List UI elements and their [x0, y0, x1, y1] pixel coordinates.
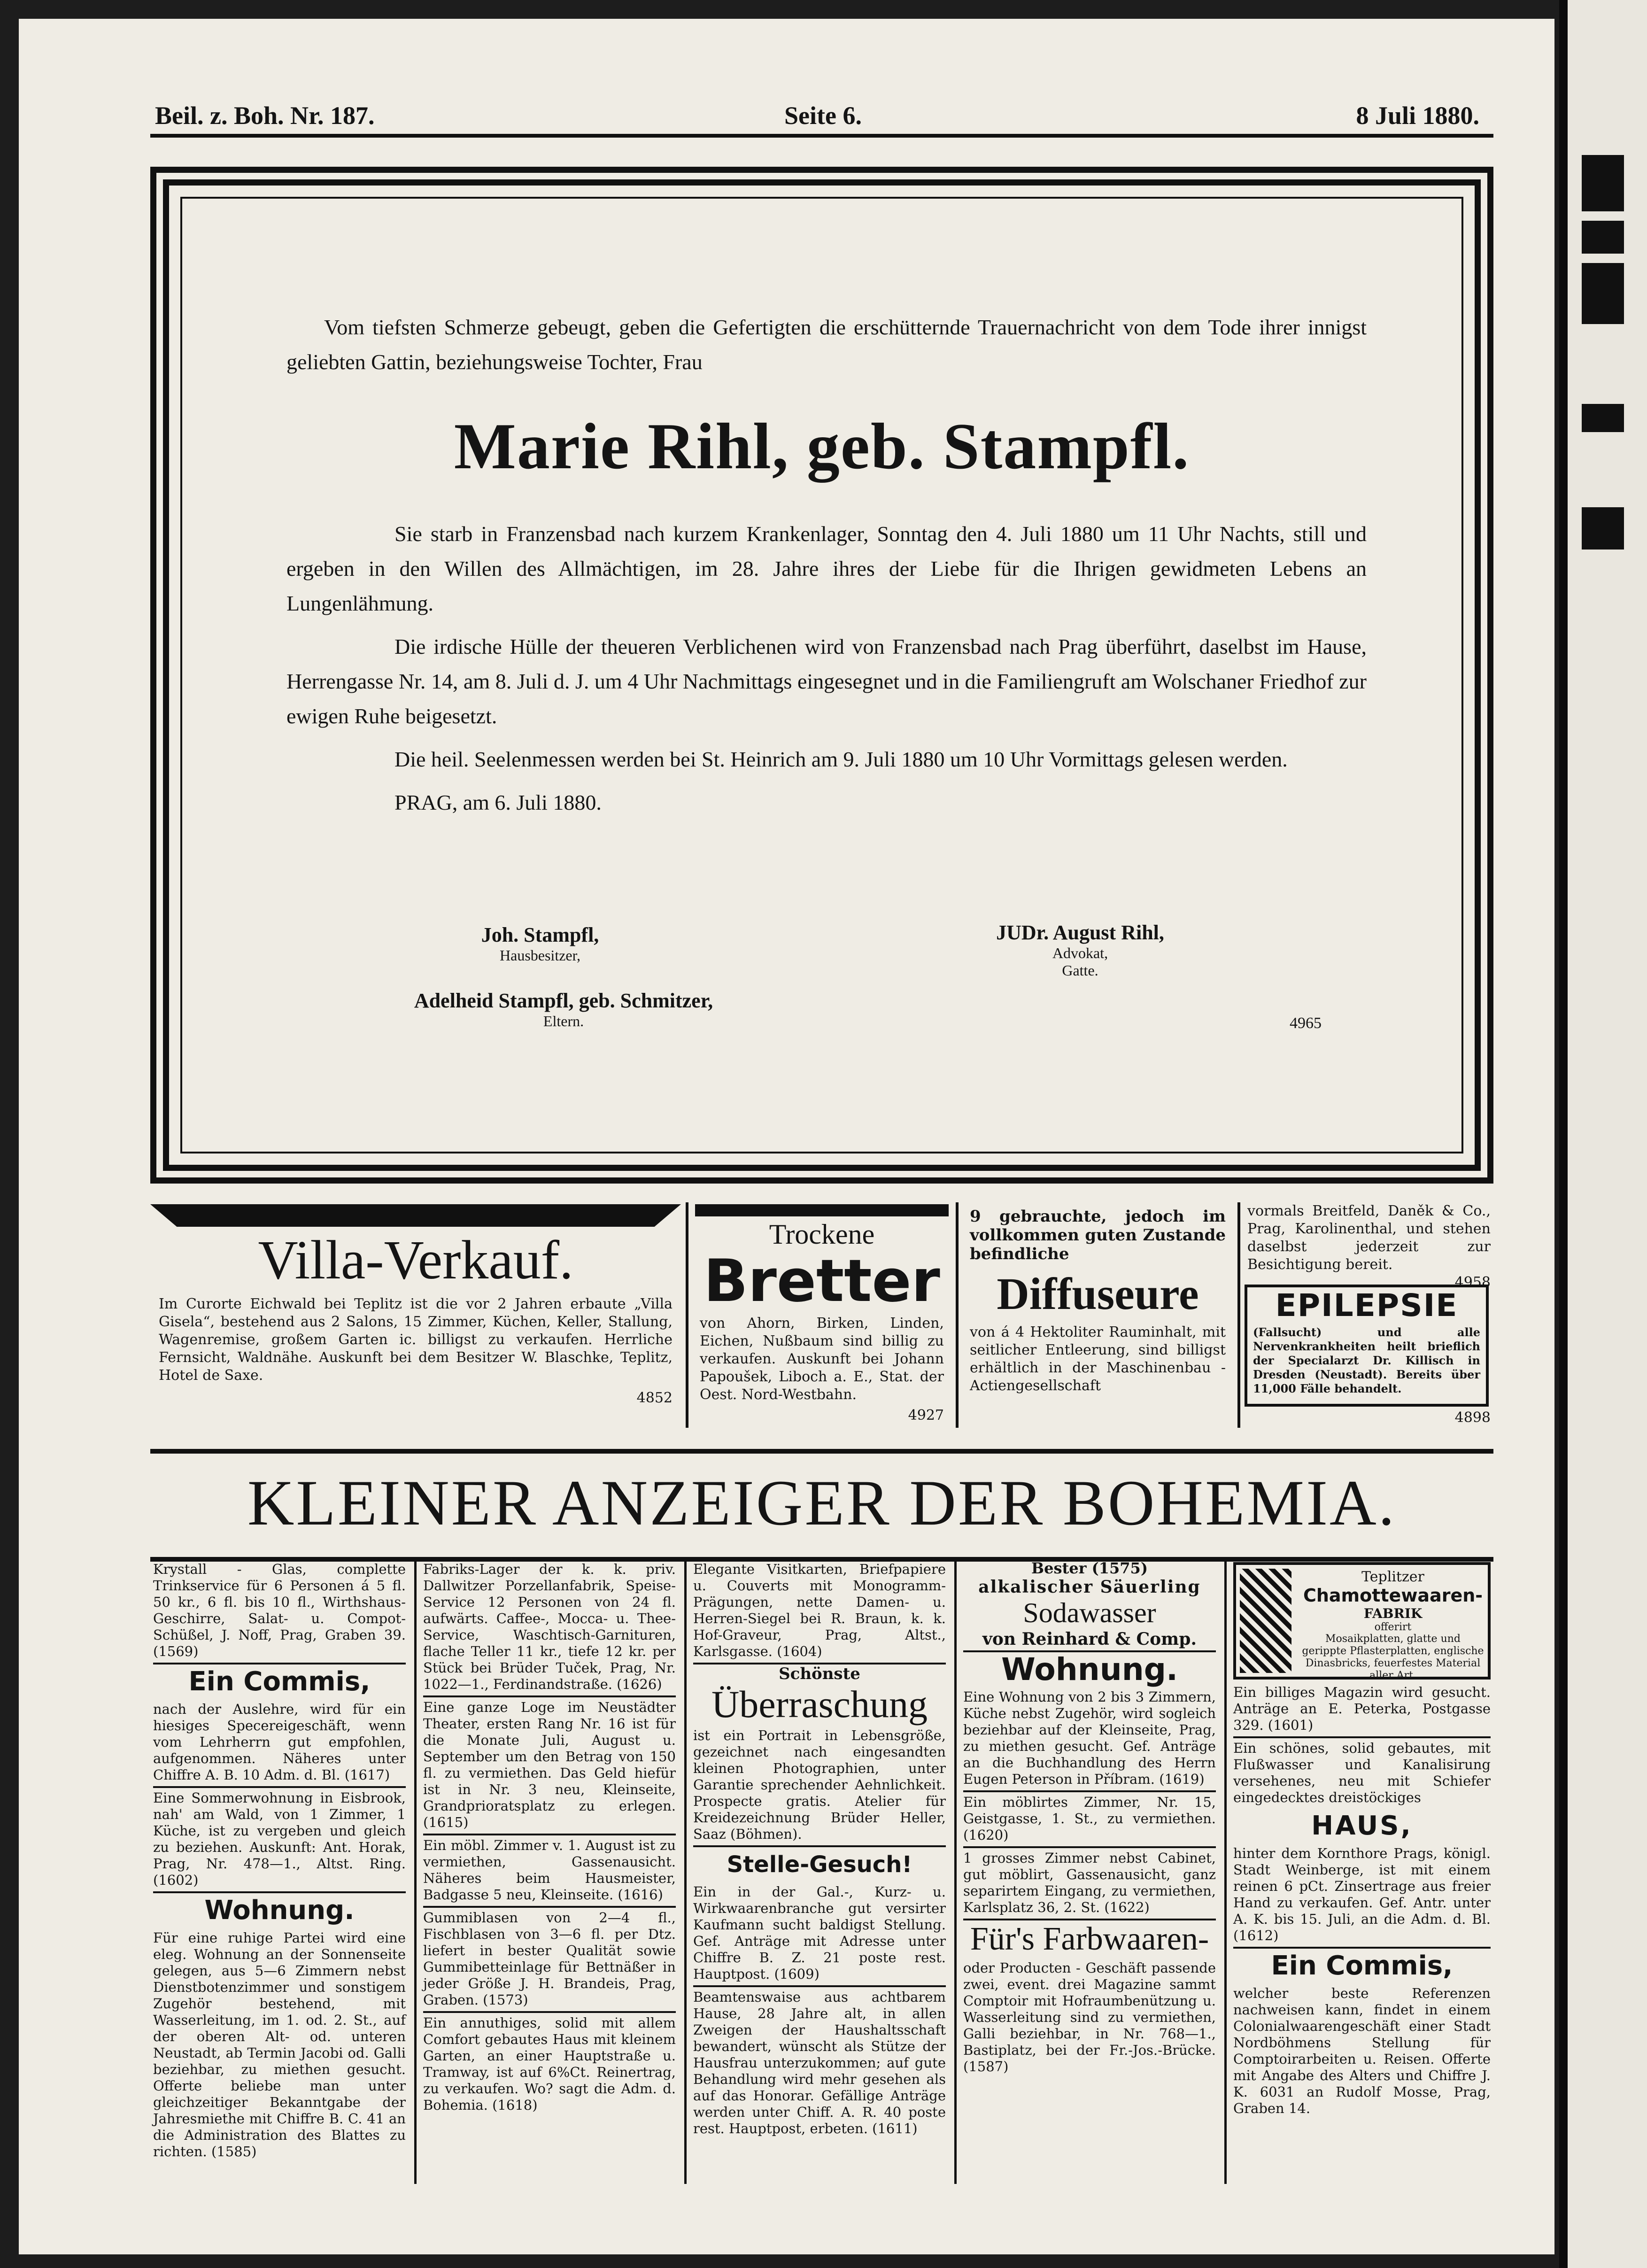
- ad-krystall-glas: Krystall - Glas, complette Trinkservice für 6 Personen á 5 fl. 50 kr., 6 fl. bis 10 fl., Wirthshaus-Geschirre, Salat- u. Compot-Schüßel, J. Noff, Prag, Graben 39. (1569): [153, 1559, 406, 1664]
- ad-moeblirtes-zimmer: Ein möblirtes Zimmer, Nr. 15, Geistgasse, 1. St., zu vermiethen. (1620): [963, 1792, 1216, 1848]
- classified-column-1: [150, 1559, 409, 2184]
- header-issue: Beil. z. Boh. Nr. 187.: [155, 101, 375, 130]
- chamotte-teplitzer: Teplitzer: [1361, 1569, 1424, 1585]
- notice-paragraph-1: Sie starb in Franzensbad nach kurzem Krankenlager, Sonntag den 4. Juli 1880 um 11 Uhr Nachts, still und ergeben in den Willen des Allmächtigen, im 28. Jahre ihres der Liebe für die Ihrigen gewidmeten Lebens an Lungenlähmung.: [286, 522, 1367, 615]
- ad-chamotte: [1233, 1562, 1491, 1680]
- bretter-pre: Trockene: [769, 1219, 875, 1250]
- notice-intro: Vom tiefsten Schmerze gebeugt, geben die Gefertigten die erschütternde Trauernachricht von dem Tode ihrer innigst geliebten Gattin, beziehungsweise Tochter, Frau: [286, 315, 1367, 374]
- villa-text: Im Curorte Eichwald bei Teplitz ist die vor 2 Jahren erbaute „Villa Gisela“, bestehend aus 2 Salons, 15 Zimmer, Küchen, Keller, Stallung, Wagenremise, großem Garten ic. billigst zu verkaufen. Herrliche Fernsicht, Waldnähe. Auskunft bei dem Besitzer W. Blaschke, Teplitz, Hotel de Saxe.: [159, 1296, 673, 1384]
- ad-wohnung2-text: Eine Wohnung von 2 bis 3 Zimmern, Küche nebst Zugehör, wird sogleich beziehbar auf der Kleinseite, Prag, zu miethen gesucht. Gef. Anträge an die Buchhandlung des Herrn Eugen Peterson in Příbram. (1619): [963, 1687, 1216, 1792]
- ad-stelle-gesuch-heading: Stelle-Gesuch!: [727, 1851, 912, 1878]
- epilepsie-number: 4898: [1454, 1409, 1491, 1426]
- classified-column-4: [960, 1559, 1219, 2184]
- ad-wohnung2-heading: Wohnung.: [1001, 1651, 1178, 1687]
- bretter-ad: [695, 1202, 949, 1428]
- ad-farbwaaren-text: oder Producten - Geschäft passende zwei, event. drei Magazine sammt Comptoir mit Hofraumbenützung u. Wasserleitung sind zu vermiethen, Galli beziehbar, in Nr. 768—1., Bastiplatz, bei der Fr.-Jos.-Brücke. (1587): [963, 1960, 1216, 2074]
- death-notice-body: [286, 517, 1367, 828]
- ad-sodawasser: Sodawasser: [1023, 1597, 1156, 1628]
- classified-column-5: [1230, 1559, 1493, 2184]
- deceased-name: Marie Rihl, geb. Stampfl.: [454, 410, 1190, 483]
- classified-banner: [150, 1449, 1493, 1562]
- diffuseure-ad: [965, 1202, 1230, 1428]
- ad-haus-intro: Ein schönes, solid gebautes, mit Flußwasser und Kanalisirung versehenes, neu mit Schiefer eingedecktes dreistöckiges: [1233, 1740, 1491, 1805]
- ad-gummiblasen: Gummiblasen von 2—4 fl., Fischblasen von 3—6 fl. per Dtz. liefert in bester Qualität sowie Gummibetteinlage für Bettnäßer in jeder Größe J. H. Brandeis, Prag, Graben. (1573): [423, 1908, 676, 2013]
- breitfeld-text: vormals Breitfeld, Daněk & Co., Prag, Karolinenthal, und stehen daselbst jederzeit zur Besichtigung bereit.: [1247, 1203, 1491, 1273]
- classified-title: KLEINER ANZEIGER DER BOHEMIA.: [247, 1467, 1397, 1539]
- ad-commis2-heading: Ein Commis,: [1271, 1951, 1453, 1981]
- ad-commis2-text: welcher beste Referenzen nachweisen kann, findet in einem Colonialwaarengeschäft einer Stadt Nordböhmens Stellung für Comptoirarbeiten u. Reisen. Offerte mit Angabe des Alters und Chiffre J. K. 6031 an Rudolf Mosse, Prag, Graben 14.: [1233, 1985, 1491, 2116]
- ad-farbwaaren-title: Für's Farbwaaren-: [970, 1921, 1209, 1957]
- diffuseure-pre: 9 gebrauchte, jedoch im vollkommen guten Zustande befindliche: [970, 1207, 1226, 1263]
- ad-haus-heading: HAUS,: [1311, 1811, 1413, 1841]
- bretter-title: Bretter: [704, 1247, 940, 1315]
- ad-zimmer: Ein möbl. Zimmer v. 1. August ist zu vermiethen, Gassenausicht. Näheres beim Hausmeister, Badgasse 5 neu, Kleinseite. (1616): [423, 1835, 676, 1908]
- ad-bester: Bester (1575): [1031, 1559, 1148, 1577]
- ad-commis-heading: Ein Commis,: [188, 1666, 371, 1697]
- epilepsie-text: (Fallsucht) und alle Nervenkrankheiten heilt brieflich der Specialarzt Dr. Killisch in Dresden (Neustadt). Bereits über 11,000 Fälle behandelt.: [1253, 1325, 1480, 1395]
- epilepsie-ad: [1245, 1285, 1489, 1407]
- notice-place-date: PRAG, am 6. Juli 1880.: [394, 790, 602, 814]
- ad-commis-text: nach der Auslehre, wird für ein hiesiges Specereigeschäft, wenn vom Lehrherrn gut empfohlen, aufgenommen. Näheres unter Chiffre A. B. 10 Adm. d. Bl. (1617): [153, 1699, 406, 1788]
- breitfeld-epilepsie-ads: [1245, 1202, 1493, 1428]
- notice-number: 4965: [1290, 1014, 1322, 1032]
- ad-wohnung-heading: Wohnung.: [204, 1895, 355, 1926]
- bretter-text: von Ahorn, Birken, Linden, Eichen, Nußbaum sind billig zu verkaufen. Auskunft bei Johann Papoušek, Liboch a. E., Stat. der Oest. Nord-Westbahn.: [700, 1315, 944, 1403]
- ad-stelle-gesuch-text: Ein in der Gal.-, Kurz- u. Wirkwaarenbranche gut versirter Kaufmann sucht baldigst Stellung. Gef. Anträge mit Adresse unter Chiffre B. Z. 21 poste rest. Hauptpost. (1609): [693, 1882, 946, 1987]
- diffuseure-title: Diffuseure: [997, 1269, 1199, 1319]
- signature-mother: Adelheid Stampfl, geb. Schmitzer, Eltern.: [414, 989, 713, 1030]
- villa-ad: [150, 1202, 681, 1428]
- ad-ueberraschung-title: Überraschung: [711, 1683, 928, 1726]
- diffuseure-text: von á 4 Hektoliter Rauminhalt, mit seitlicher Entleerung, sind billigst erhältlich in der Maschinenbau - Actiengesellschaft: [970, 1324, 1226, 1394]
- chamotte-title: Chamottewaaren-: [1303, 1585, 1483, 1606]
- ad-beamtenswaise: Beamtenswaise aus achtbarem Hause, 28 Jahre alt, in allen Zweigen der Haushaltsschaft bewandert, wünscht als Stütze der Hausfrau unterzukommen; auf gute Behandlung wird mehr gesehen als auf das Honorar. Gefällige Anträge werden unter Chiff. A. R. 40 poste rest. Hauptpost, erbeten. (1611): [693, 1989, 946, 2136]
- villa-title: Villa-Verkauf.: [258, 1229, 573, 1291]
- header-page-number: Seite 6.: [784, 101, 862, 130]
- signature-husband: JUDr. August Rihl, Advokat, Gatte.: [996, 921, 1164, 979]
- ad-wohnung-text: Für eine ruhige Partei wird eine eleg. Wohnung an der Sonnenseite gelegen, aus 5—6 Zimmern nebst Dienstbotenzimmer und sonstigem Zugehör bestehend, mit Wasserleitung, im 1. od. 2. St., auf der oberen Alt- od. unteren Neustadt, ab Termin Jacobi od. Galli beziehbar, zu miethen gesucht. Offerte beliebe man unter gleichzeitiger Bekanntgabe der Jahresmiethe mit Chiffre B. C. 41 an die Administration des Blattes zu richten. (1585): [153, 1930, 406, 2160]
- ad-dallwitzer: Fabriks-Lager der k. k. priv. Dallwitzer Porzellanfabrik, Speise-Service 12 Personen von 24 fl. aufwärts. Caffee-, Mocca- u. Thee-Service, Waschtisch-Garnituren, flache Teller 11 kr., tiefe 12 kr. per Stück bei Brüder Tuček, Prag, Nr. 1022—1., Ferdinandstraße. (1626): [423, 1559, 676, 1697]
- ad-visitkarten: Elegante Visitkarten, Briefpapiere u. Couverts mit Monogramm-Prägungen, nette Damen- u. Herren-Siegel bei R. Braun, k. k. Hof-Graveur, Prag, Altst., Karlsgasse. (1604): [693, 1559, 946, 1664]
- ad-loge: Eine ganze Loge im Neustädter Theater, ersten Rang Nr. 16 ist für die Monate Juli, August u. September um den Betrag von 150 fl. zu vermiethen. Das Geld hiefür ist in Nr. 3 neu, Kleinseite, Grandprioratsplatz zu erlegen. (1615): [423, 1697, 676, 1835]
- ad-saeuerling: alkalischer Säuerling: [978, 1577, 1201, 1597]
- classified-column-3: [690, 1559, 949, 2184]
- ad-reinhard: von Reinhard & Comp.: [963, 1629, 1216, 1652]
- classified-column-2: [420, 1559, 679, 2184]
- notice-paragraph-2: Die irdische Hülle der theueren Verblichenen wird von Franzensbad nach Prag überführt, daselbst im Hause, Herrengasse Nr. 14, am 8. Juli d. J. um 4 Uhr Nachmittags eingesegnet und in die Familiengruft am Wolschaner Friedhof zur ewigen Ruhe beigesetzt.: [286, 635, 1367, 728]
- signature-father: Joh. Stampfl, Hausbesitzer,: [481, 923, 599, 964]
- tile-pattern-icon: [1240, 1569, 1291, 1673]
- epilepsie-title: EPILEPSIE: [1275, 1287, 1458, 1324]
- ad-haus: Ein annuthiges, solid mit allem Comfort gebautes Haus mit kleinem Garten, an einer Hauptstraße u. Tramway, ist auf 6%Ct. Reinertrag, zu verkaufen. Wo? sagt die Adm. d. Bohemia. (1618): [423, 2015, 676, 2113]
- bretter-number: 4927: [908, 1407, 944, 1424]
- chamotte-text: Mosaikplatten, glatte und gerippte Pflasterplatten, englische Dinasbricks, feuerfestes Material aller Art.: [1302, 1633, 1484, 1681]
- chamotte-offerirt: offerirt: [1374, 1621, 1412, 1633]
- header-date: 8 Juli 1880.: [1356, 101, 1479, 130]
- villa-number: 4852: [636, 1390, 673, 1406]
- ad-haus-text: hinter dem Kornthore Prags, königl. Stadt Weinberge, ist mit einem reinen 6 pCt. Zinsertrage aus freier Hand zu verkaufen. Gef. Antr. unter A. K. bis 15. Juli, an die Adm. d. Bl. (1612): [1233, 1843, 1491, 1949]
- page-header: [150, 101, 1493, 138]
- notice-paragraph-3: Die heil. Seelenmessen werden bei St. Heinrich am 9. Juli 1880 um 10 Uhr Vormittags gelesen werden.: [394, 747, 1288, 771]
- breitfeld-number: 4958: [1454, 1274, 1491, 1291]
- adjacent-page-edge: [1559, 0, 1647, 2268]
- display-ads-row: [150, 1202, 1493, 1428]
- ad-ueberraschung-text: ist ein Portrait in Lebensgröße, gezeichnet nach eingesandten kleinen Photographien, unter Garantie sprechender Aehnlichkeit. Prospecte gratis. Atelier für Kreidezeichnung Brüder Heller, Saaz (Böhmen).: [693, 1726, 946, 1847]
- death-notice: [286, 310, 1367, 388]
- ad-magazin: Ein billiges Magazin wird gesucht. Anträge an E. Peterka, Postgasse 329. (1601): [1233, 1682, 1491, 1738]
- ad-grosses-zimmer: 1 grosses Zimmer nebst Cabinet, gut möblirt, Gassenausicht, ganz separirtem Eingang, zu vermiethen, Karlsplatz 36, 2. St. (1622): [963, 1848, 1216, 1920]
- ad-schoenste: Schönste: [779, 1664, 860, 1683]
- chamotte-fabrik: FABRIK: [1363, 1606, 1423, 1621]
- classified-columns: [150, 1559, 1493, 2184]
- ad-sommerwohnung: Eine Sommerwohnung in Eisbrook, nah' am Wald, von 1 Zimmer, 1 Küche, ist zu vergeben und gleich zu beziehen. Auskunft: Ant. Horak, Prag, Nr. 478—1., Altst. Ring. (1602): [153, 1788, 406, 1893]
